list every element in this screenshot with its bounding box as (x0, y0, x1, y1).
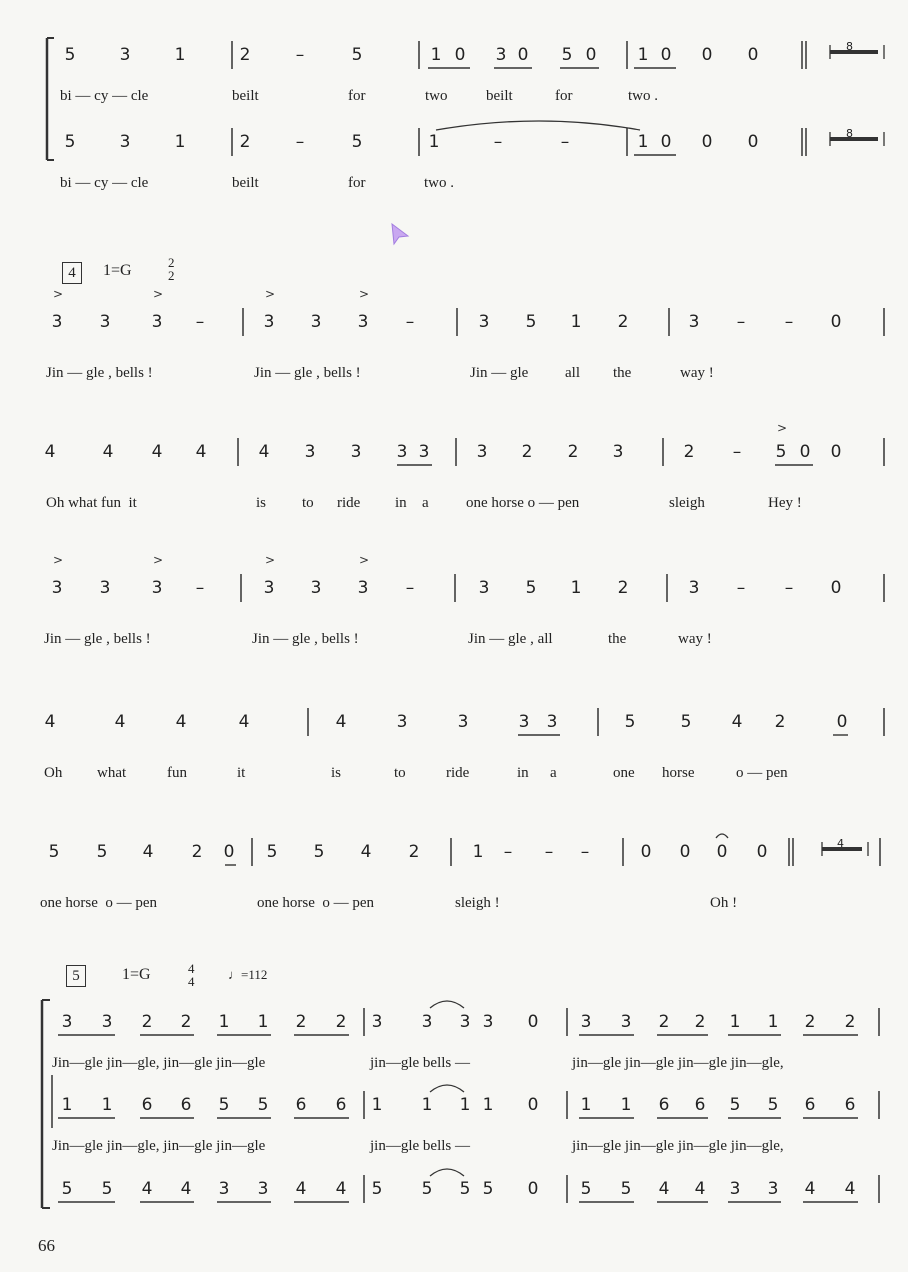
note: 1 (580, 1095, 592, 1115)
lyric: jin—gle bells — (370, 1138, 470, 1154)
lyric: Jin — gle (470, 365, 529, 381)
note: 0 (585, 45, 597, 65)
note: 5 (680, 712, 692, 732)
lyric: Jin — gle , bells ! (44, 631, 151, 647)
note: 0 (527, 1095, 539, 1115)
note: 0 (527, 1012, 539, 1032)
lyric: is (331, 765, 342, 781)
lyric: a (550, 765, 557, 781)
note: 6 (844, 1095, 856, 1115)
lyric: fun (167, 765, 187, 781)
note: 3 (546, 712, 558, 732)
note: 4 (804, 1179, 816, 1199)
note: 5 (580, 1179, 592, 1199)
note: 0 (517, 45, 529, 65)
note: 2 (774, 712, 786, 732)
note: – (544, 842, 554, 862)
lyric: for (348, 88, 366, 104)
note: 3 (612, 442, 624, 462)
accent-mark: > (53, 287, 64, 301)
note: 0 (716, 842, 728, 862)
note: 0 (640, 842, 652, 862)
note: 5 (64, 132, 76, 152)
note: – (560, 132, 570, 152)
lyric: jin—gle jin—gle jin—gle jin—gle, (572, 1055, 784, 1071)
note: 2 (335, 1012, 347, 1032)
lyric: ride (337, 495, 361, 511)
note: 2 (617, 578, 629, 598)
note: 3 (304, 442, 316, 462)
lyric: what (97, 765, 127, 781)
note: 3 (218, 1179, 230, 1199)
note: – (405, 578, 415, 598)
lyric: way ! (678, 631, 712, 647)
lyric: Jin — gle , bells ! (46, 365, 153, 381)
note: 1 (174, 132, 186, 152)
note: 0 (679, 842, 691, 862)
note: 0 (756, 842, 768, 862)
tie (430, 1085, 464, 1092)
note: 1 (371, 1095, 383, 1115)
lyric: Oh (44, 765, 63, 781)
note: 0 (660, 45, 672, 65)
note: 3 (350, 442, 362, 462)
note: 3 (459, 1012, 471, 1032)
note: – (493, 132, 503, 152)
note: 4 (180, 1179, 192, 1199)
note: 0 (799, 442, 811, 462)
note: 0 (747, 132, 759, 152)
note: 1 (570, 312, 582, 332)
note: 0 (223, 842, 235, 862)
note: – (295, 45, 305, 65)
note: – (784, 312, 794, 332)
note: – (195, 312, 205, 332)
note: 6 (180, 1095, 192, 1115)
note: 3 (101, 1012, 113, 1032)
note: 1 (174, 45, 186, 65)
lyric: for (555, 88, 573, 104)
lyric: Jin — gle , all (468, 631, 553, 647)
note: 3 (357, 312, 369, 332)
lyric: Jin — gle , bells ! (254, 365, 361, 381)
note: 5 (525, 578, 537, 598)
lyric: a (422, 495, 429, 511)
note: 3 (518, 712, 530, 732)
note: 1 (482, 1095, 494, 1115)
lyric: one horse o — pen (257, 895, 375, 911)
accent-mark: > (153, 553, 164, 567)
lyric: all (565, 365, 580, 381)
note: 3 (263, 578, 275, 598)
note: 5 (257, 1095, 269, 1115)
note: 5 (96, 842, 108, 862)
note: 1 (101, 1095, 113, 1115)
note: 4 (114, 712, 126, 732)
note: 3 (729, 1179, 741, 1199)
lyric: two (425, 88, 448, 104)
section-4-key: 1=G (103, 262, 132, 279)
lyric: in (517, 765, 529, 781)
note: 0 (701, 132, 713, 152)
note: 5 (767, 1095, 779, 1115)
accent-mark: > (265, 287, 276, 301)
note: 2 (617, 312, 629, 332)
note: 3 (357, 578, 369, 598)
note: 3 (767, 1179, 779, 1199)
note: 6 (141, 1095, 153, 1115)
note: 3 (310, 578, 322, 598)
lyric: bi — cy — cle (60, 88, 149, 104)
note: – (195, 578, 205, 598)
accent-mark: > (777, 421, 788, 435)
multirest-count-1: 8 (846, 40, 853, 53)
note: 1 (637, 45, 649, 65)
note: 4 (844, 1179, 856, 1199)
section-4-box: 4 (62, 262, 82, 284)
note: 2 (191, 842, 203, 862)
note: 2 (804, 1012, 816, 1032)
note: 4 (102, 442, 114, 462)
note: 3 (51, 312, 63, 332)
note: 0 (830, 312, 842, 332)
note: 0 (747, 45, 759, 65)
note: 1 (459, 1095, 471, 1115)
note: 3 (478, 312, 490, 332)
note: 2 (239, 45, 251, 65)
lyric: to (302, 495, 314, 511)
note: 3 (51, 578, 63, 598)
note: 3 (421, 1012, 433, 1032)
note: 5 (61, 1179, 73, 1199)
note: 3 (478, 578, 490, 598)
lyric: bi — cy — cle (60, 175, 149, 191)
accent-mark: > (359, 287, 370, 301)
note: 3 (418, 442, 430, 462)
note: 2 (694, 1012, 706, 1032)
note: 4 (335, 1179, 347, 1199)
note: 3 (371, 1012, 383, 1032)
lyric: for (348, 175, 366, 191)
lyric: beilt (486, 88, 513, 104)
note: 3 (151, 312, 163, 332)
note: 3 (310, 312, 322, 332)
note: 2 (408, 842, 420, 862)
lyric: two . (424, 175, 454, 191)
lyric: Hey ! (768, 495, 802, 511)
accent-mark: > (153, 287, 164, 301)
note: – (732, 442, 742, 462)
section-5-key: 1=G (122, 966, 151, 983)
note: 6 (804, 1095, 816, 1115)
accent-mark: > (265, 553, 276, 567)
note: 0 (454, 45, 466, 65)
page-number: 66 (38, 1236, 55, 1255)
accent-mark: > (53, 553, 64, 567)
note: 3 (457, 712, 469, 732)
note: 1 (428, 132, 440, 152)
multirest-count-3: 4 (837, 837, 844, 850)
note: 3 (688, 578, 700, 598)
note: 3 (476, 442, 488, 462)
note: 1 (421, 1095, 433, 1115)
note: 0 (836, 712, 848, 732)
lyric: Jin—gle jin—gle, jin—gle jin—gle (52, 1055, 266, 1071)
note: 2 (141, 1012, 153, 1032)
note: 2 (567, 442, 579, 462)
note: 3 (119, 45, 131, 65)
note: 4 (360, 842, 372, 862)
lyric: one horse o — pen (466, 495, 580, 511)
note: 4 (258, 442, 270, 462)
note: 4 (44, 712, 56, 732)
note: 4 (335, 712, 347, 732)
cursor-arrow-icon (390, 222, 410, 246)
note: 1 (430, 45, 442, 65)
lyric: the (613, 365, 632, 381)
note: 3 (580, 1012, 592, 1032)
note: 1 (61, 1095, 73, 1115)
note: 5 (459, 1179, 471, 1199)
lyric: jin—gle jin—gle jin—gle jin—gle, (572, 1138, 784, 1154)
note: 4 (238, 712, 250, 732)
note: 4 (694, 1179, 706, 1199)
note: 4 (658, 1179, 670, 1199)
note: 1 (472, 842, 484, 862)
lyric: in (395, 495, 407, 511)
section-4-time-top: 2 (168, 255, 175, 270)
fermata (716, 834, 728, 838)
tie (430, 1001, 464, 1008)
note: 4 (142, 842, 154, 862)
lyric: two . (628, 88, 658, 104)
multirest-count-2: 8 (846, 127, 853, 140)
note: 3 (99, 578, 111, 598)
lyric: sleigh ! (455, 895, 500, 911)
note: 2 (295, 1012, 307, 1032)
note: 3 (620, 1012, 632, 1032)
note: – (295, 132, 305, 152)
note: 3 (396, 442, 408, 462)
note: 5 (525, 312, 537, 332)
lyric: one (613, 765, 635, 781)
note: – (503, 842, 513, 862)
note: 5 (561, 45, 573, 65)
lyric: way ! (680, 365, 714, 381)
note: 0 (830, 442, 842, 462)
note: 5 (729, 1095, 741, 1115)
lyric: beilt (232, 175, 259, 191)
note: – (580, 842, 590, 862)
note: 5 (351, 132, 363, 152)
note: 2 (844, 1012, 856, 1032)
note: 0 (660, 132, 672, 152)
tie (430, 1169, 464, 1176)
note: 3 (61, 1012, 73, 1032)
note: – (405, 312, 415, 332)
note: 5 (218, 1095, 230, 1115)
lyric: Oh ! (710, 895, 738, 911)
lyric: ride (446, 765, 470, 781)
note: 3 (495, 45, 507, 65)
section-5-time-bottom: 4 (188, 974, 195, 989)
note: 1 (218, 1012, 230, 1032)
note: 4 (44, 442, 56, 462)
note: 4 (731, 712, 743, 732)
section-5-tempo: ♩=112 (228, 967, 268, 982)
note: 5 (775, 442, 787, 462)
lyric: is (256, 495, 267, 511)
lyric: jin—gle bells — (370, 1055, 470, 1071)
note: 5 (351, 45, 363, 65)
note: 2 (683, 442, 695, 462)
note: 3 (99, 312, 111, 332)
note: 1 (620, 1095, 632, 1115)
note: 5 (371, 1179, 383, 1199)
note: 5 (313, 842, 325, 862)
note: 3 (688, 312, 700, 332)
note: – (784, 578, 794, 598)
lyric: the (608, 631, 627, 647)
note: 3 (151, 578, 163, 598)
note: 5 (101, 1179, 113, 1199)
note: 0 (830, 578, 842, 598)
note: 4 (151, 442, 163, 462)
lyric: beilt (232, 88, 259, 104)
note: 2 (180, 1012, 192, 1032)
lyric: horse (662, 765, 695, 781)
note: 3 (482, 1012, 494, 1032)
note: – (736, 312, 746, 332)
note: 5 (620, 1179, 632, 1199)
note: 5 (266, 842, 278, 862)
note: 6 (335, 1095, 347, 1115)
note: 1 (729, 1012, 741, 1032)
note: 3 (119, 132, 131, 152)
note: 1 (767, 1012, 779, 1032)
note: 2 (658, 1012, 670, 1032)
note: 1 (570, 578, 582, 598)
note: 5 (624, 712, 636, 732)
note: 5 (64, 45, 76, 65)
lyric: Jin—gle jin—gle, jin—gle jin—gle (52, 1138, 266, 1154)
section-4-time-bottom: 2 (168, 268, 175, 283)
tie (436, 121, 640, 130)
lyric: sleigh (669, 495, 705, 511)
note: 6 (658, 1095, 670, 1115)
note: 3 (396, 712, 408, 732)
note: – (736, 578, 746, 598)
note: 2 (239, 132, 251, 152)
lyric: to (394, 765, 406, 781)
note: 6 (694, 1095, 706, 1115)
note: 4 (295, 1179, 307, 1199)
note: 0 (701, 45, 713, 65)
note: 3 (263, 312, 275, 332)
note: 2 (521, 442, 533, 462)
lyric: Jin — gle , bells ! (252, 631, 359, 647)
note: 1 (637, 132, 649, 152)
note: 5 (421, 1179, 433, 1199)
lyric: o — pen (736, 765, 788, 781)
section-5-box: 5 (66, 965, 86, 987)
lyric: it (237, 765, 246, 781)
accent-mark: > (359, 553, 370, 567)
note: 1 (257, 1012, 269, 1032)
note: 5 (482, 1179, 494, 1199)
note: 4 (141, 1179, 153, 1199)
note: 4 (195, 442, 207, 462)
note: 5 (48, 842, 60, 862)
lyric: Oh what fun it (46, 495, 137, 511)
lyric: one horse o — pen (40, 895, 158, 911)
section-5-time-top: 4 (188, 961, 195, 976)
note: 4 (175, 712, 187, 732)
note: 3 (257, 1179, 269, 1199)
note: 0 (527, 1179, 539, 1199)
note: 6 (295, 1095, 307, 1115)
